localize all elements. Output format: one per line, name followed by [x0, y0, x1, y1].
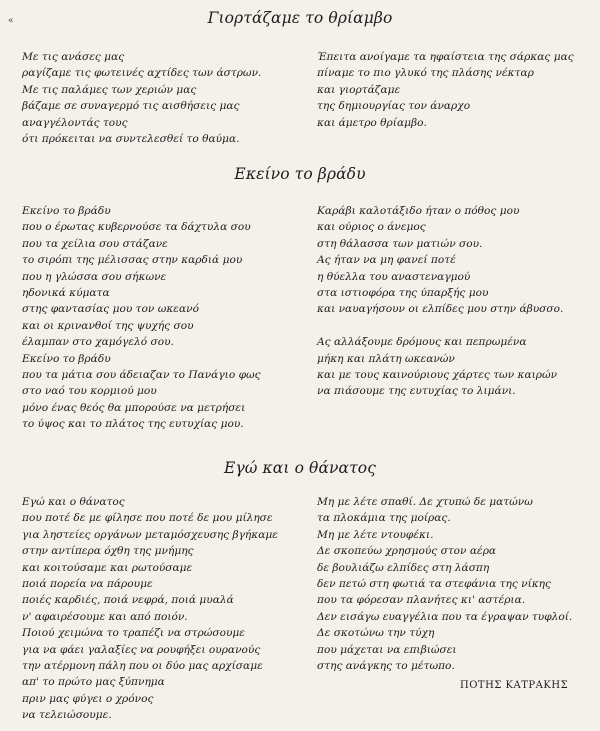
poem-line: στης φαντασίας μου τον ωκεανό — [22, 303, 199, 316]
poem-line: στα ιστιοφόρα της ύπαρξής μου — [317, 286, 489, 299]
poem-line: μήκη και πλάτη ωκεανών — [317, 352, 455, 365]
poem-line: στης ανάγκης το μέτωπο. — [317, 659, 455, 672]
poem-night-left-column — [22, 203, 261, 432]
poem-line: Δε σκοτώνω την τύχη — [317, 627, 435, 640]
poem-line: και ναυαγήσουν οι ελπίδες μου στην άβυσσο. — [317, 303, 564, 316]
poem-line: Ας αλλάξουμε δρόμους και πεπρωμένα — [317, 336, 527, 349]
poem-line: και με τους καινούριους χάρτες των καιρών — [317, 368, 558, 381]
poem-line: ηδονικά κύματα — [22, 286, 110, 299]
poem-line: μόνο ένας θεός θα μπορούσε να μετρήσει — [22, 401, 246, 414]
poem-line: και άμετρο θρίαμβο. — [317, 116, 427, 129]
poem-line: δε βουλιάζω ελπίδες στη λάσπη — [317, 561, 490, 574]
poem-line: δεν πετώ στη φωτιά τα στεφάνια της νίκης — [317, 577, 551, 590]
poem-line: να τελειώσουμε. — [22, 709, 112, 722]
poem-line: Ας ήταν να μη φανεί ποτέ — [317, 254, 456, 267]
poem-triumph-right-column — [317, 49, 574, 131]
poem-line: βάζαμε σε συναγερμό τις αισθήσεις μας — [22, 100, 240, 113]
poem-line: και γιορτάζαμε — [317, 83, 401, 96]
poem-title-me-and-death: Εγώ και ο θάνατος — [223, 459, 376, 477]
poem-line: Καράβι καλοτάξιδο ήταν ο πόθος μου — [317, 205, 520, 217]
poem-line: που ο έρωτας κυβερνούσε τα δάχτυλα σου — [22, 221, 251, 234]
poem-line: στη θάλασσα των ματιών σου. — [317, 237, 483, 250]
poem-line: Ποιού χειμώνα το τραπέζι να στρώσουμε — [22, 627, 245, 640]
poem-line: για ληστείες οργάνων μεταμόσχευσης βγήκαμε — [22, 528, 278, 541]
poem-line: που τα φόρεσαν πλανήτες κι' αστέρια. — [317, 594, 526, 607]
poem-line: ποιές καρδιές, ποιά νεφρά, ποιά μυαλά — [22, 594, 234, 607]
poem-death-right-column — [317, 494, 572, 674]
poem-line: στο ναό του κορμιού μου — [22, 385, 157, 398]
poem-line: Εκείνο το βράδυ — [22, 352, 111, 365]
poem-line: έλαμπαν στο χαμόγελό σου. — [22, 336, 174, 349]
poem-line: που τα μάτια σου άδειαζαν το Πανάγιο φως — [22, 368, 261, 381]
poem-line: Έπειτα ανοίγαμε τα ηφαίστεια της σάρκας μας — [317, 51, 574, 63]
poem-line: που ποτέ δε με φίλησε που ποτέ δε μου μίλησε — [22, 512, 273, 525]
poem-line: το ύψος και το πλάτος της ευτυχίας μου. — [22, 418, 244, 431]
poem-line: που τα χείλια σου στάζανε — [22, 237, 168, 250]
poem-line: να πιάσουμε της ευτυχίας το λιμάνι. — [317, 385, 516, 398]
poem-line: για να φάει γαλαξίες να ρουφήξει ουρανούς — [22, 643, 261, 656]
poem-line: και οι κρινανθοί της ψυχής σου — [22, 319, 194, 332]
poem-line: η θύελλα του αναστεναγμού — [317, 270, 471, 283]
poem-night-right-column — [317, 203, 563, 400]
poem-line: Μη με λέτε ντουφέκι. — [317, 528, 434, 541]
poem-line: Δε σκοπεύω χρησμούς στον αέρα — [317, 545, 497, 558]
poem-line: Μη με λέτε σπαθί. Δε χτυπώ δε ματώνω — [317, 496, 533, 508]
poem-line: την ατέρμονη πάλη που οι δύο μας αρχίσαμε — [22, 659, 263, 672]
poem-line: ποιά πορεία να πάρουμε — [22, 577, 153, 590]
poem-line: πριν μας φύγει ο χρόνος — [22, 692, 154, 705]
poem-line: το σιρόπι της μέλισσας στην καρδιά μου — [22, 254, 243, 267]
poem-triumph-left-column — [22, 49, 261, 147]
poem-line: και ούριος ο άνεμος — [317, 221, 426, 234]
poem-line: ραγίζαμε τις φωτεινές αχτίδες των άστρων. — [22, 67, 262, 80]
corner-mark: « — [8, 16, 14, 26]
poem-line — [317, 318, 563, 334]
poem-title-that-night: Εκείνο το βράδυ — [234, 165, 366, 183]
poem-line: της δημιουργίας τον άναρχο — [317, 100, 471, 113]
poem-line: και κοιτούσαμε και ρωτούσαμε — [22, 561, 193, 574]
poem-line: Εγώ και ο θάνατος — [22, 496, 125, 508]
poem-line: Με τις ανάσες μας — [22, 51, 125, 63]
poem-line: που η γλώσσα σου σήκωνε — [22, 270, 167, 283]
poem-line: ν' αφαιρέσουμε και από ποιόν. — [22, 610, 188, 623]
poem-line: Δεν εισάγω ευαγγέλια που τα έγραψαν τυφλοί. — [317, 610, 573, 623]
poem-line: αναγγέλοντάς τους — [22, 116, 128, 129]
poem-line: Με τις παλάμες των χεριών μας — [22, 83, 197, 96]
poem-death-left-column — [22, 494, 278, 723]
poem-line: που μάχεται να επιβιώσει — [317, 643, 457, 656]
poem-line: ότι πρόκειται να συντελεσθεί το θαύμα. — [22, 132, 240, 145]
poem-line: πίναμε το πιο γλυκό της πλάσης νέκταρ — [317, 67, 534, 80]
author-signature: ΠΟΤΗΣ ΚΑΤΡΑΚΗΣ — [460, 680, 569, 691]
poem-line: τα πλοκάμια της μοίρας. — [317, 512, 451, 525]
poem-line: στην αντίπερα όχθη της μνήμης — [22, 545, 194, 558]
poem-line: Εκείνο το βράδυ — [22, 205, 111, 217]
poem-title-triumph: Γιορτάζαμε το θρίαμβο — [207, 9, 393, 27]
poem-line: απ' το πρώτο μας ξύπνημα — [22, 676, 165, 689]
